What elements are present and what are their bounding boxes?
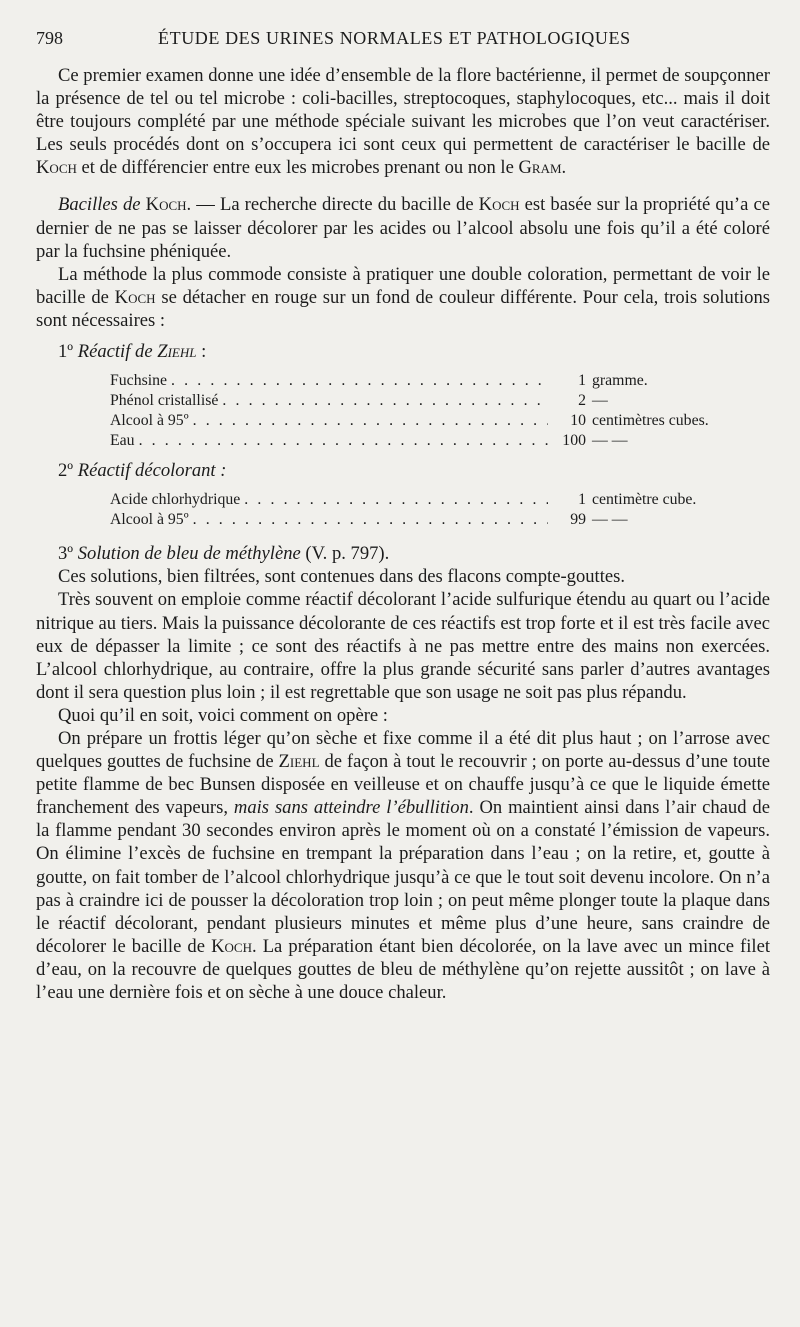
paragraph-intro: Ce premier examen donne une idée d’ensemble de la flore bactérienne, il permet de soupçonner la présence de tel ou tel microbe : coli-bacilles, streptocoques, staphylocoques, etc... mais il doit être toujours complété par une méthode spéciale suivant les microbes que l’on veut caractériser. Les seuls procédés dont on s’occupera ici sont ceux qui permettent de caractériser le bacille de Koch et de différencier entre eux les microbes prenant ou non le Gram. (36, 65, 770, 179)
paragraph-procedure: On prépare un frottis léger qu’on sèche et fixe comme il a été dit plus haut ; on l’arrose avec quelques gouttes de fuchsine de Ziehl de façon à tout le recouvrir ; on porte au-dessus d’une toute petite flamme de bec Bunsen disposée en veilleuse et on chauffe jusqu’à ce que le liquide émette franchement des vapeurs, mais sans atteindre l’ébullition. On maintient ainsi dans l’air chaud de la flamme pendant 30 secondes environ après le moment où on a constaté l’émission de vapeurs. On élimine l’excès de fuchsine en trempant la préparation dans l’eau ; on la retire, et, goutte à goutte, on fait tomber de l’alcool chlorhydrique jusqu’à ce que le tout soit devenu incolore. On n’a pas à craindre ici de pousser la décoloration trop loin ; on peut même plonger toute la plaque dans le réactif décolorant, pendant plusieurs minutes et même plus d’une heure, sans craindre de décolorer le bacille de Koch. La préparation étant bien décolorée, on la lave avec un mince filet d’eau, on la recouvre de quelques gouttes de bleu de méthylène qu’on rejette aussitôt ; on lave à l’eau une dernière fois et on sèche à une douce chaleur. (36, 727, 770, 1003)
paragraph-bacilles-koch: Bacilles de Koch. — La recherche directe du bacille de Koch est basée sur la propriété qu’a ce dernier de ne pas se laisser décolorer par les acides ou l’alcool absolu une fois qu’il a été coloré par la fuchsine phéniquée. (36, 194, 770, 262)
item-reactif-decolorant: 2º Réactif décolorant : (58, 460, 227, 482)
running-title: ÉTUDE DES URINES NORMALES ET PATHOLOGIQUES (158, 28, 631, 48)
running-header (36, 28, 764, 54)
page-body (36, 64, 770, 1004)
recipe-decolorant (36, 490, 770, 530)
paragraph-method: La méthode la plus commode consiste à pratiquer une double coloration, permettant de voir le bacille de Koch se détacher en rouge sur un fond de couleur différente. Pour cela, trois solutions sont nécessaires : (36, 263, 770, 331)
recipe-row: Alcool à 95º . . . 99 — — (36, 510, 770, 530)
recipe-ziehl (36, 371, 770, 451)
recipe-row: Phénol cristallisé . . . 2 — (36, 391, 770, 411)
recipe-row: Acide chlorhydrique . . . 1 centimètre cube. (36, 490, 770, 510)
recipe-row: Alcool à 95º . . . 10 centimètres cubes. (36, 411, 770, 431)
item-reactif-ziehl: 1º Réactif de Ziehl : (58, 341, 207, 363)
page-number: 798 (36, 28, 63, 48)
paragraph-operation-intro: Quoi qu’il en soit, voici comment on opère : (58, 704, 388, 726)
recipe-row: Fuchsine . . . 1 gramme. (36, 371, 770, 391)
item-bleu-methylene: 3º Solution de bleu de méthylène (V. p. 797). (58, 543, 390, 565)
recipe-row: Eau . . . 100 — — (36, 431, 770, 451)
paragraph-solutions: Ces solutions, bien filtrées, sont contenues dans des flacons compte-gouttes. (58, 566, 626, 588)
paragraph-reactifs: Très souvent on emploie comme réactif décolorant l’acide sulfurique étendu au quart ou l’acide nitrique au tiers. Mais la puissance décolorante de ces réactifs est trop forte et il est très facile avec eux de dépasser la limite ; ce sont des réactifs à ne pas mettre entre des mains non exercées. L’alcool chlorhydrique, au contraire, offre la plus grande sécurité sans parler d’autres avantages dont il sera question plus loin ; il est regrettable que son usage ne soit pas plus répandu. (36, 589, 770, 703)
section-heading: Bacilles de Koch (58, 194, 187, 216)
